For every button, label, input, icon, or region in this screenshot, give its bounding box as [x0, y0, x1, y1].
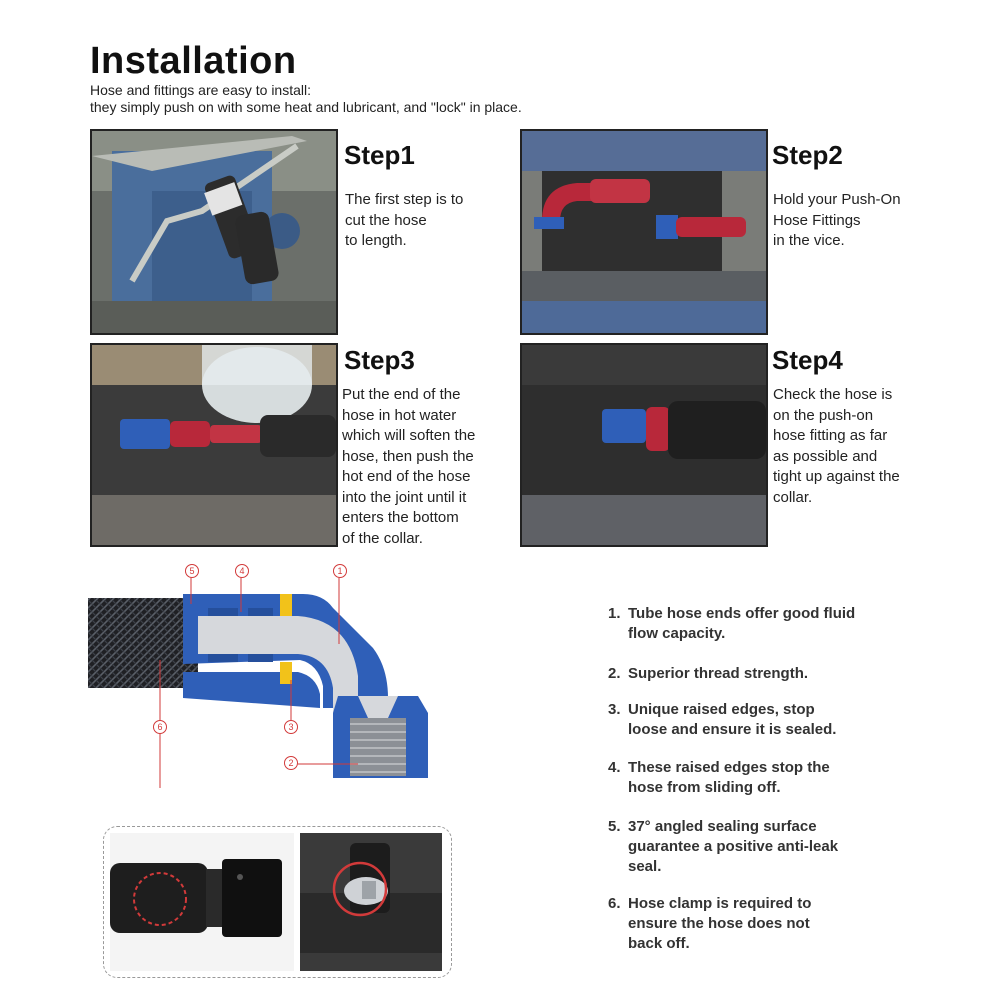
- step2-photo: [520, 129, 768, 335]
- feature-text: Tube hose ends offer good fluid flow capacity.: [628, 605, 856, 642]
- step3-photo: [90, 343, 338, 547]
- step2-text: Hold your Push-On Hose Fittings in the vice.: [773, 191, 901, 249]
- feature-number: 2.: [608, 665, 621, 682]
- feature-number: 4.: [608, 759, 621, 776]
- feature-number: 1.: [608, 605, 621, 622]
- feature-number: 5.: [608, 818, 621, 835]
- callout-1: 1: [333, 564, 347, 578]
- step3-text: Put the end of the hose in hot water which will soften the hose, then push the hot end of the hose into the joint until it enters the bottom of the collar.: [342, 386, 476, 547]
- intro-line-1: Hose and fittings are easy to install:: [90, 82, 312, 98]
- callout-2: 2: [284, 756, 298, 770]
- feature-text: Hose clamp is required to ensure the hose does not back off.: [628, 895, 812, 952]
- feature-text: Unique raised edges, stop loose and ensure it is sealed.: [628, 701, 837, 738]
- page-title: Installation: [90, 40, 297, 82]
- feature-text: 37° angled sealing surface guarantee a positive anti-leak seal.: [628, 818, 839, 875]
- step3-title: Step3: [344, 345, 415, 375]
- callout-4: 4: [235, 564, 249, 578]
- braided-hose: [88, 598, 198, 688]
- step4-text: Check the hose is on the push-on hose fitting as far as possible and tight up against the collar.: [773, 386, 900, 506]
- detail-inset-box: [103, 826, 452, 978]
- feature-number: 3.: [608, 701, 621, 718]
- feature-text: These raised edges stop the hose from sliding off.: [628, 759, 830, 796]
- step4-photo: [520, 343, 768, 547]
- feature-number: 6.: [608, 895, 621, 912]
- collar-top: [280, 594, 292, 616]
- callout-5: 5: [185, 564, 199, 578]
- step2-title: Step2: [772, 140, 843, 170]
- fitting-cutaway-diagram: [88, 568, 448, 788]
- step4-title: Step4: [772, 345, 843, 375]
- callout-3: 3: [284, 720, 298, 734]
- step1-text: The first step is to cut the hose to length.: [345, 191, 464, 249]
- step1-title: Step1: [344, 140, 415, 170]
- feature-text: Superior thread strength.: [628, 665, 809, 682]
- black-fitting-photo: [110, 833, 294, 971]
- hose-clamp-photo: [300, 833, 442, 971]
- collar-bottom: [280, 662, 292, 684]
- step1-photo: [90, 129, 338, 335]
- intro-line-2: they simply push on with some heat and lubricant, and "lock" in place.: [90, 99, 522, 115]
- callout-6: 6: [153, 720, 167, 734]
